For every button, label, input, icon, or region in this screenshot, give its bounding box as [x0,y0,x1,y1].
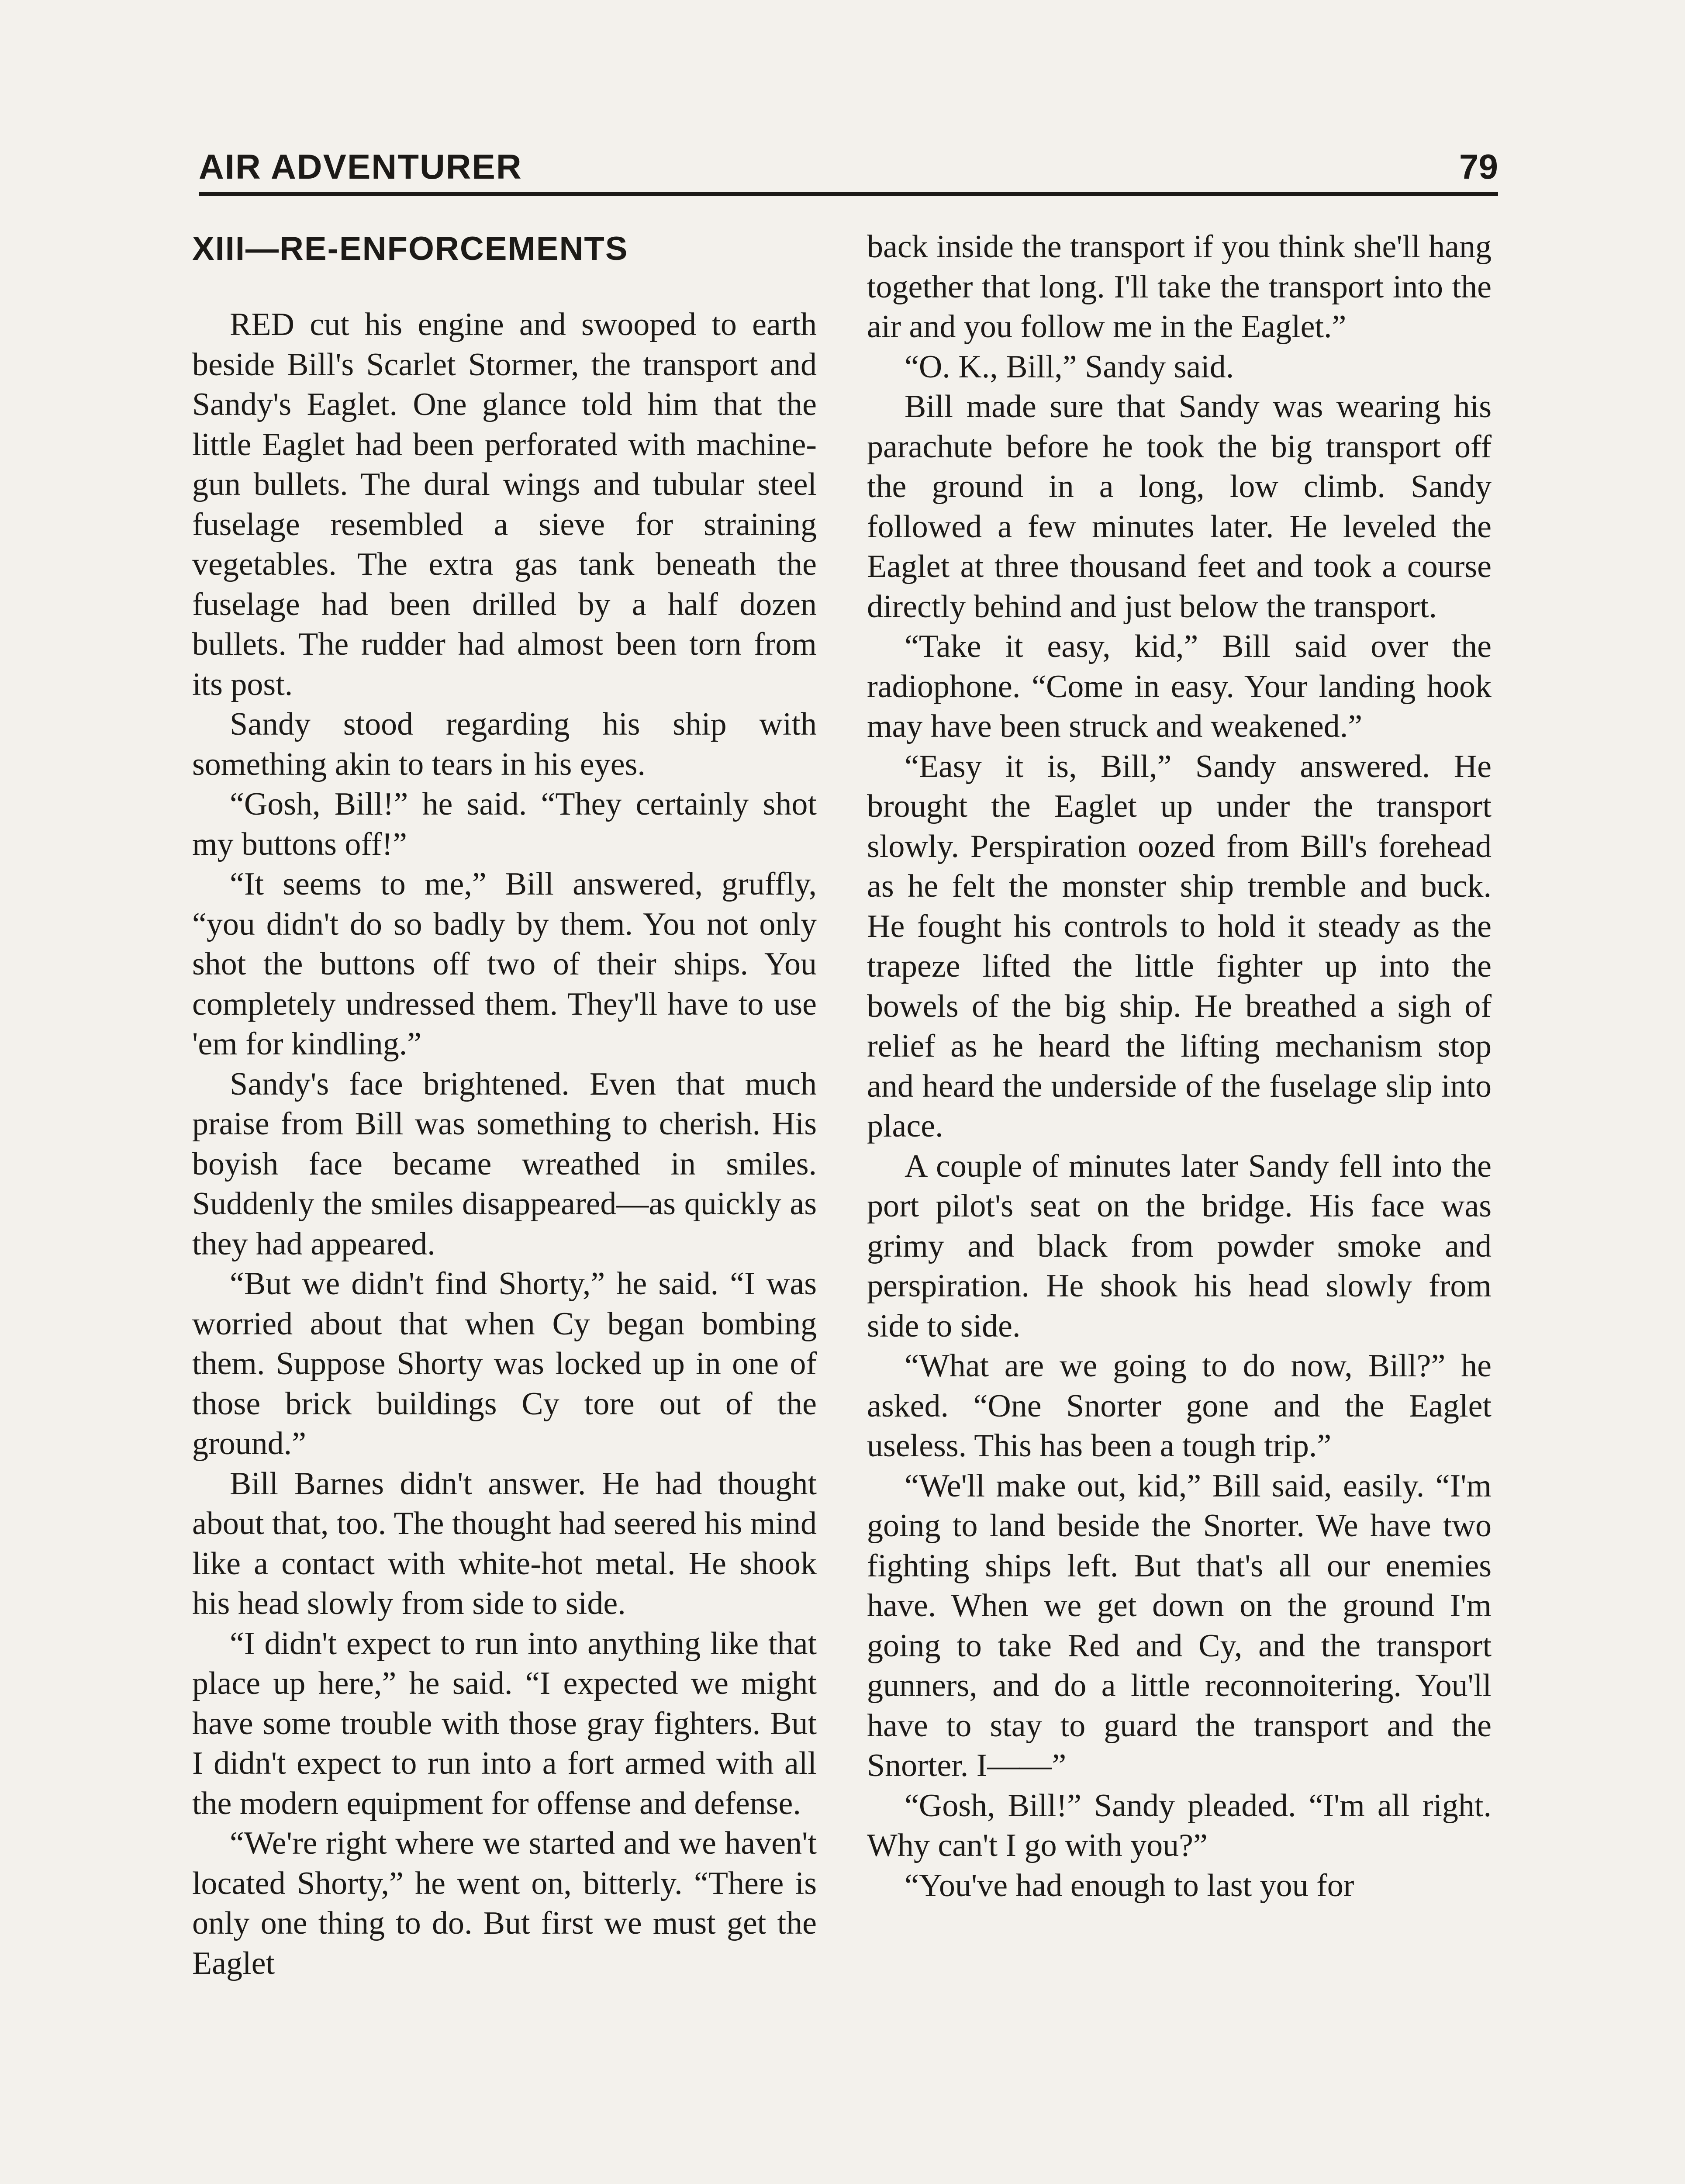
paragraph: “Gosh, Bill!” he said. “They certainly shot my buttons off!” [192,786,817,862]
paragraph: RED cut his engine and swooped to earth beside Bill's Scarlet Stormer, the transport and Sandy's Eaglet. One glance told him that the little Eaglet had been perforated with machine-gun bullets. The dural wings and tubular steel fuselage resembled a sieve for straining vegetables. The extra gas tank beneath the fuselage had been drilled by a half dozen bullets. The rudder had almost been torn from its post. [192,307,817,702]
paragraph: “It seems to me,” Bill answered, gruffly, “you didn't do so badly by them. You not only shot the buttons off two of their ships. You completely undressed them. They'll have to use 'em for kindling.” [192,866,817,1062]
running-title: AIR ADVENTURER [199,147,522,186]
paragraph: “Take it easy, kid,” Bill said over the radiophone. “Come in easy. Your landing hook may have been struck and weakened.” [867,629,1492,744]
paragraph: “You've had enough to last you for [905,1867,1354,1904]
paragraph: “We're right where we started and we haven't located Shorty,” he went on, bitterly. “There is only one thing to do. But first we must get the Eaglet [192,1825,817,1981]
paragraph: A couple of minutes later Sandy fell into the port pilot's seat on the bridge. His face was grimy and black from powder smoke and perspiration. He shook his head slowly from side to side. [867,1148,1492,1344]
paragraph-continued: back inside the transport if you think she'll hang together that long. I'll take the transport into the air and you follow me in the Eaglet.” [867,229,1492,345]
chapter-title: XIII—RE-ENFORCEMENTS [192,230,628,267]
right-column [867,227,1492,1906]
left-column [192,227,817,1984]
paragraph: “I didn't expect to run into anything like that place up here,” he said. “I expected we might have some trouble with those gray fighters. But I didn't expect to run into a fort armed with all the modern equipment for offense and defense. [192,1625,817,1821]
paragraph: “But we didn't find Shorty,” he said. “I was worried about that when Cy began bombing them. Suppose Shorty was locked up in one of those brick buildings Cy tore out of the ground.” [192,1266,817,1462]
running-header [199,144,1498,196]
page-number: 79 [1459,147,1498,186]
paragraph: Sandy stood regarding his ship with something akin to tears in his eyes. [192,706,817,782]
paragraph: “We'll make out, kid,” Bill said, easily. “I'm going to land beside the Snorter. We have two fighting ships left. But that's all our enemies have. When we get down on the ground I'm going to take Red and Cy, and the transport gunners, and do a little reconnoitering. You'll have to stay to guard the transport and the Snorter. I——” [867,1468,1492,1783]
paragraph: Sandy's face brightened. Even that much praise from Bill was something to cherish. His boyish face became wreathed in smiles. Suddenly the smiles disappeared—as quickly as they had appeared. [192,1066,817,1262]
paragraph: “What are we going to do now, Bill?” he asked. “One Snorter gone and the Eaglet useless. This has been a tough trip.” [867,1348,1492,1464]
paragraph: “Gosh, Bill!” Sandy pleaded. “I'm all right. Why can't I go with you?” [867,1787,1492,1863]
paragraph: Bill made sure that Sandy was wearing his parachute before he took the big transport off the ground in a long, low climb. Sandy followed a few minutes later. He leveled the Eaglet at three thousand feet and took a course directly behind and just below the transport. [867,389,1492,625]
paragraph: “O. K., Bill,” Sandy said. [905,349,1234,385]
paragraph: Bill Barnes didn't answer. He had thought about that, too. The thought had seered his mind like a contact with white-hot metal. He shook his head slowly from side to side. [192,1465,817,1621]
paragraph: “Easy it is, Bill,” Sandy answered. He brought the Eaglet up under the transport slowly. Perspiration oozed from Bill's forehead as he felt the monster ship tremble and buck. He fought his controls to hold it steady as the trapeze lifted the little fighter up into the bowels of the big ship. He breathed a sigh of relief as he heard the lifting mechanism stop and heard the underside of the fuselage slip into place. [867,748,1492,1144]
